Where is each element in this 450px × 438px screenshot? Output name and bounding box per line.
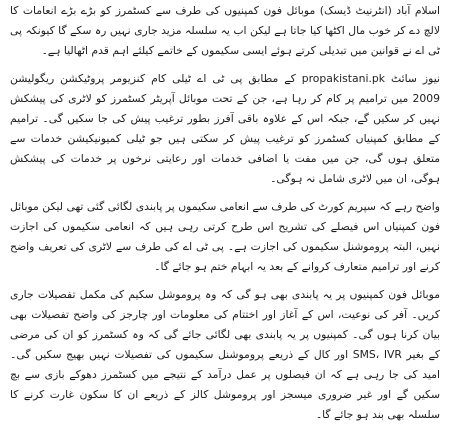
paragraph-intro: اسلام آباد (انٹرنیٹ ڈیسک) موبائل فون کمپنیوں کی طرف سے کسٹمرز کو بڑے بڑے انعامات کا لالچ دے کر خوب مال اکٹھا کیا جاتا ہے لیکن اب یہ سلسلہ مزید جاری نہیں رہ سکے گا کیونکہ پی ٹی اے نے قوانین میں تبدیلی کرتے ہوئے ایسی سکیموں کے خاتمے کیلئے اہم قدم اٹھالیا ہے۔ (10, 4, 440, 57)
paragraph-amendments: نیوز سائٹ propakistani.pk کے مطابق پی ٹی اے ٹیلی کام کنزیومر پروٹیکشن ریگولیشن 2009 میں ترامیم پر کام کر رہا ہے، جن کے تحت موبائل آپریٹر کسٹمرز کو لاٹری کی پیشکش نہیں کر سکیں گے، جبکہ اس کے علاوہ باقی آفرز بطور ترغیب پیش کی جا سکیں گی۔ ترامیم کے مطابق کمپنیاں کسٹمرز کو ترغیب پیش کر سکتی ہیں جو ٹیلی کمیونیکیشن خدمات سے متعلق ہوں گی، جن میں مفت یا اضافی خدمات اور رعایتی نرخوں پر خدمات کی پیشکش ہوگی، ان میں لاٹری شامل نہ ہوگی۔ (10, 72, 440, 185)
paragraph-supreme-court: واضح رہے کہ سپریم کورٹ کی طرف سے انعامی سکیموں پر پابندی لگائی گئی تھی لیکن موبائل فون کمپنیاں اس فیصلے کی تشریح اس طرح کرتی رہی ہیں کہ انعامی سکیموں کی اجازت نہیں، البتہ پروموشنل سکیموں کی اجازت ہے۔ پی ٹی اے کی طرف سے لاٹری کی تعریف واضح کرنے اور ترامیم متعارف کروانے کے بعد یہ ابہام ختم ہو جائے گا۔ (10, 200, 440, 273)
paragraph-restrictions: موبائل فون کمپنیوں پر یہ پابندی بھی ہو گی کہ وہ پروموشل سکیم کی مکمل تفصیلات جاری کریں۔ آفر کی نوعیت، اس کے آغاز اور اختتام کی معلومات اور چارجز کی واضح تفصیلات بھی بیان کرنا ہوں گی۔ کمپنیوں پر یہ پابندی بھی لگائی جائے گی کہ وہ کسٹمرز کو ان کی مرضی کے بغیر SMS، IVR اور کال کے ذریعے پروموشنل سکیموں کی تفصیلات نہیں بھیج سکیں گی۔ امید کی جا رہی ہے کہ ان فیصلوں پر عمل درآمد کے نتیجے میں کسٹمرز دھوکے بازی سے بچ سکیں گے اور غیر ضروری میسجز اور پروموشل کالز کے ذریعے ان کا سکون غارت کرنے کا سلسلہ بھی بند ہو جائے گا۔ (10, 288, 440, 421)
